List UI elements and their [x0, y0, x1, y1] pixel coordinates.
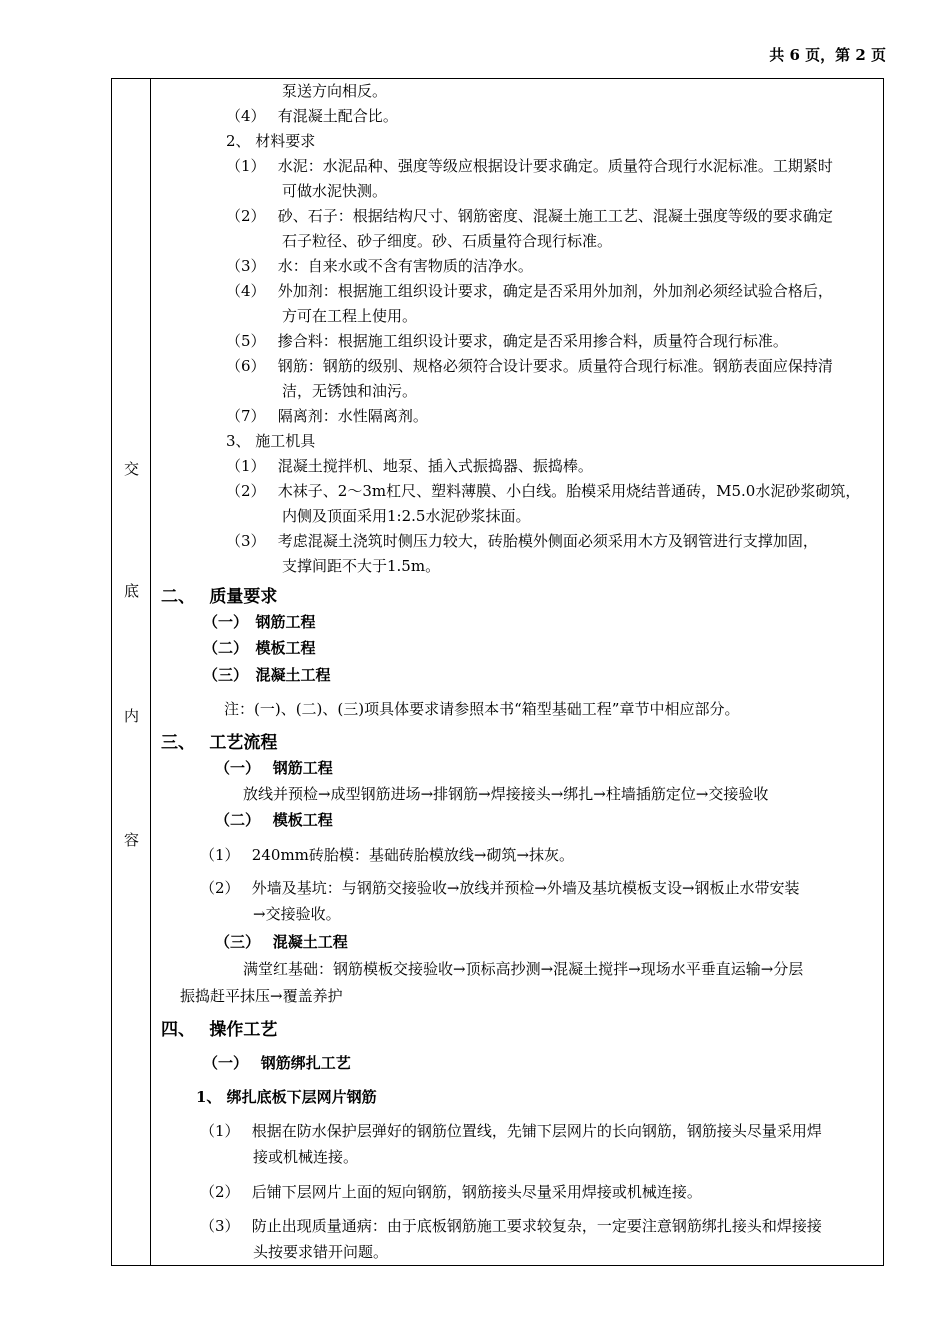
- text-line: 注：(一)、(二)、(三)项具体要求请参照本书“箱型基础工程”章节中相应部分。: [224, 700, 740, 718]
- text-line: （7） 隔离剂：水性隔离剂。: [226, 407, 428, 425]
- text-line: （2） 外墙及基坑：与钢筋交接验收→放线并预检→外墙及基坑模板支设→钢板止水带安装: [200, 879, 800, 897]
- text-line: 内侧及顶面采用1:2.5水泥砂浆抹面。: [282, 507, 531, 525]
- text-line: （1） 水泥：水泥品种、强度等级应根据设计要求确定。质量符合现行水泥标准。工期紧时: [226, 157, 833, 175]
- text-line: （1） 240mm砖胎模：基础砖胎模放线→砌筑→抹灰。: [200, 846, 575, 864]
- side-label-char: 容: [124, 831, 140, 849]
- side-label-char: 内: [124, 707, 140, 725]
- text-line: （4） 有混凝土配合比。: [226, 107, 398, 125]
- text-line: 洁，无锈蚀和油污。: [282, 382, 418, 400]
- subsection-heading: （二） 模板工程: [203, 639, 316, 657]
- text-line: 泵送方向相反。: [282, 82, 388, 100]
- text-line: →交接验收。: [253, 905, 341, 923]
- side-label-char: 底: [124, 582, 140, 600]
- subsection-heading: （三） 混凝土工程: [215, 933, 348, 951]
- text-line: （4） 外加剂：根据施工组织设计要求，确定是否采用外加剂，外加剂必须经试验合格后，: [226, 282, 833, 300]
- text-line: （2） 砂、石子：根据结构尺寸、钢筋密度、混凝土施工工艺、混凝土强度等级的要求确定: [226, 207, 833, 225]
- text-line: （1） 根据在防水保护层弹好的钢筋位置线，先铺下层网片的长向钢筋，钢筋接头尽量采用焊: [200, 1122, 822, 1140]
- subsection-heading: （三） 混凝土工程: [203, 666, 331, 684]
- text-line: 2、 材料要求: [226, 132, 316, 150]
- text-line: （5） 掺合料：根据施工组织设计要求，确定是否采用掺合料，质量符合现行标准。: [226, 332, 788, 350]
- text-line: （6） 钢筋：钢筋的级别、规格必须符合设计要求。质量符合现行标准。钢筋表面应保持清: [226, 357, 833, 375]
- subsection-heading: （一） 钢筋绑扎工艺: [203, 1054, 351, 1072]
- section-heading: 二、 质量要求: [161, 587, 278, 607]
- text-line: 放线并预检→成型钢筋进场→排钢筋→焊接接头→绑扎→柱墙插筋定位→交接验收: [243, 785, 769, 803]
- text-line: （3） 水：自来水或不含有害物质的洁净水。: [226, 257, 533, 275]
- text-line: 接或机械连接。: [253, 1148, 359, 1166]
- page-number: 共 6 页，第 2 页: [769, 46, 886, 64]
- subsection-heading: （一） 钢筋工程: [203, 613, 316, 631]
- text-line: 满堂红基础：钢筋模板交接验收→顶标高抄测→混凝土搅拌→现场水平垂直运输→分层: [243, 960, 804, 978]
- side-label-char: 交: [124, 460, 140, 478]
- text-line: 3、 施工机具: [226, 432, 316, 450]
- section-heading: 三、 工艺流程: [161, 733, 278, 753]
- text-line: （2） 后铺下层网片上面的短向钢筋，钢筋接头尽量采用焊接或机械连接。: [200, 1183, 702, 1201]
- text-line: （2） 木袜子、2～3m杠尺、塑料薄膜、小白线。胎模采用烧结普通砖，M5.0水泥砂浆砌筑，: [226, 482, 861, 500]
- text-line: 石子粒径、砂子细度。砂、石质量符合现行标准。: [282, 232, 613, 250]
- text-line: （1） 混凝土搅拌机、地泵、插入式振捣器、振捣棒。: [226, 457, 593, 475]
- text-line: （3） 防止出现质量通病：由于底板钢筋施工要求较复杂，一定要注意钢筋绑扎接头和焊接接: [200, 1217, 822, 1235]
- column-divider: [150, 78, 151, 1266]
- text-line: 振捣赶平抹压→覆盖养护: [180, 987, 343, 1005]
- text-line: 可做水泥快测。: [282, 182, 388, 200]
- text-line: （3） 考虑混凝土浇筑时侧压力较大，砖胎模外侧面必须采用木方及钢管进行支撑加固，: [226, 532, 818, 550]
- text-line: 支撑间距不大于1.5m。: [282, 557, 441, 575]
- subsection-heading: 1、 绑扎底板下层网片钢筋: [196, 1088, 377, 1106]
- subsection-heading: （二） 模板工程: [215, 811, 333, 829]
- section-heading: 四、 操作工艺: [161, 1020, 278, 1040]
- text-line: 方可在工程上使用。: [282, 307, 418, 325]
- text-line: 头按要求错开问题。: [253, 1243, 389, 1261]
- subsection-heading: （一） 钢筋工程: [215, 759, 333, 777]
